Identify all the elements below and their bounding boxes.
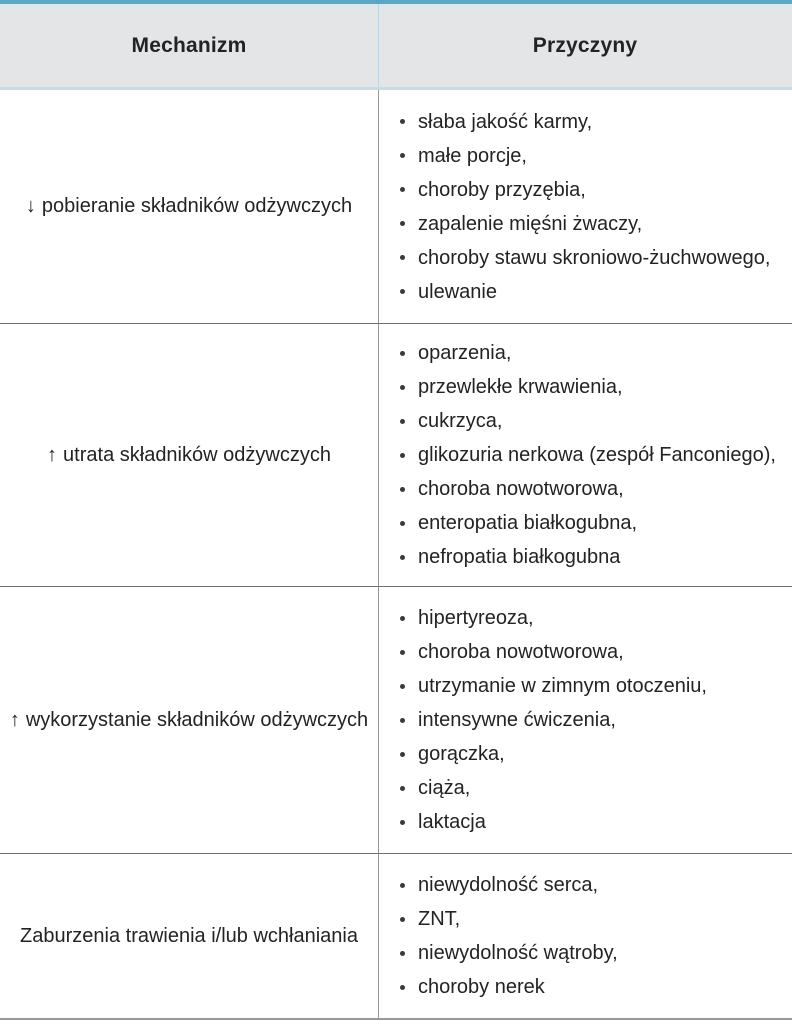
causes-cell: [379, 587, 791, 853]
cause-item: choroby nerek: [400, 970, 618, 1004]
cause-item: choroba nowotworowa,: [400, 635, 707, 669]
causes-list: [400, 336, 776, 574]
causes-cell: [379, 324, 791, 586]
cause-item: niewydolność serca,: [400, 868, 618, 902]
cause-item: choroba nowotworowa,: [400, 472, 776, 506]
cause-item: małe porcje,: [400, 139, 770, 173]
cause-item: intensywne ćwiczenia,: [400, 703, 707, 737]
table-header-row: [0, 4, 792, 90]
causes-list: [400, 868, 618, 1004]
causes-list: [400, 105, 770, 309]
mechanism-cell: [0, 90, 379, 323]
causes-list: [400, 601, 707, 839]
cause-item: laktacja: [400, 805, 707, 839]
cause-item: słaba jakość karmy,: [400, 105, 770, 139]
cause-item: cukrzyca,: [400, 404, 776, 438]
cause-item: glikozuria nerkowa (zespół Fanconiego),: [400, 438, 776, 472]
mechanism-cell: [0, 324, 379, 586]
cause-item: gorączka,: [400, 737, 707, 771]
cause-item: ciąża,: [400, 771, 707, 805]
cause-item: ulewanie: [400, 275, 770, 309]
table-row: [0, 323, 792, 586]
cause-item: choroby stawu skroniowo-żuchwowego,: [400, 241, 770, 275]
cause-item: ZNT,: [400, 902, 618, 936]
mechanism-cell: [0, 854, 379, 1018]
cause-item: choroby przyzębia,: [400, 173, 770, 207]
mechanism-label: Zaburzenia trawienia i/lub wchłaniania: [20, 924, 358, 947]
up-arrow-icon: ↑: [9, 708, 20, 731]
cause-item: niewydolność wątroby,: [400, 936, 618, 970]
cause-item: utrzymanie w zimnym otoczeniu,: [400, 669, 707, 703]
cause-item: nefropatia białkogubna: [400, 540, 776, 574]
mechanism-label: wykorzystanie składników odżywczych: [25, 708, 369, 731]
table-row: [0, 586, 792, 853]
up-arrow-icon: ↑: [47, 443, 58, 466]
cause-item: zapalenie mięśni żwaczy,: [400, 207, 770, 241]
down-arrow-icon: ↓: [25, 195, 36, 217]
mechanism-label: utrata składników odżywczych: [63, 443, 331, 466]
cause-item: hipertyreoza,: [400, 601, 707, 635]
table-row: [0, 853, 792, 1018]
column-header-mechanizm: Mechanizm: [0, 4, 379, 87]
causes-cell: [379, 854, 791, 1018]
cause-item: oparzenia,: [400, 336, 776, 370]
column-header-przyczyny: Przyczyny: [532, 33, 638, 57]
cause-item: enteropatia białkogubna,: [400, 506, 776, 540]
mechanism-cell: [0, 587, 379, 853]
table-row: [0, 90, 792, 323]
cause-item: przewlekłe krwawienia,: [400, 370, 776, 404]
mechanism-label: pobieranie składników odżywczych: [41, 195, 353, 217]
causes-cell: [379, 90, 791, 323]
